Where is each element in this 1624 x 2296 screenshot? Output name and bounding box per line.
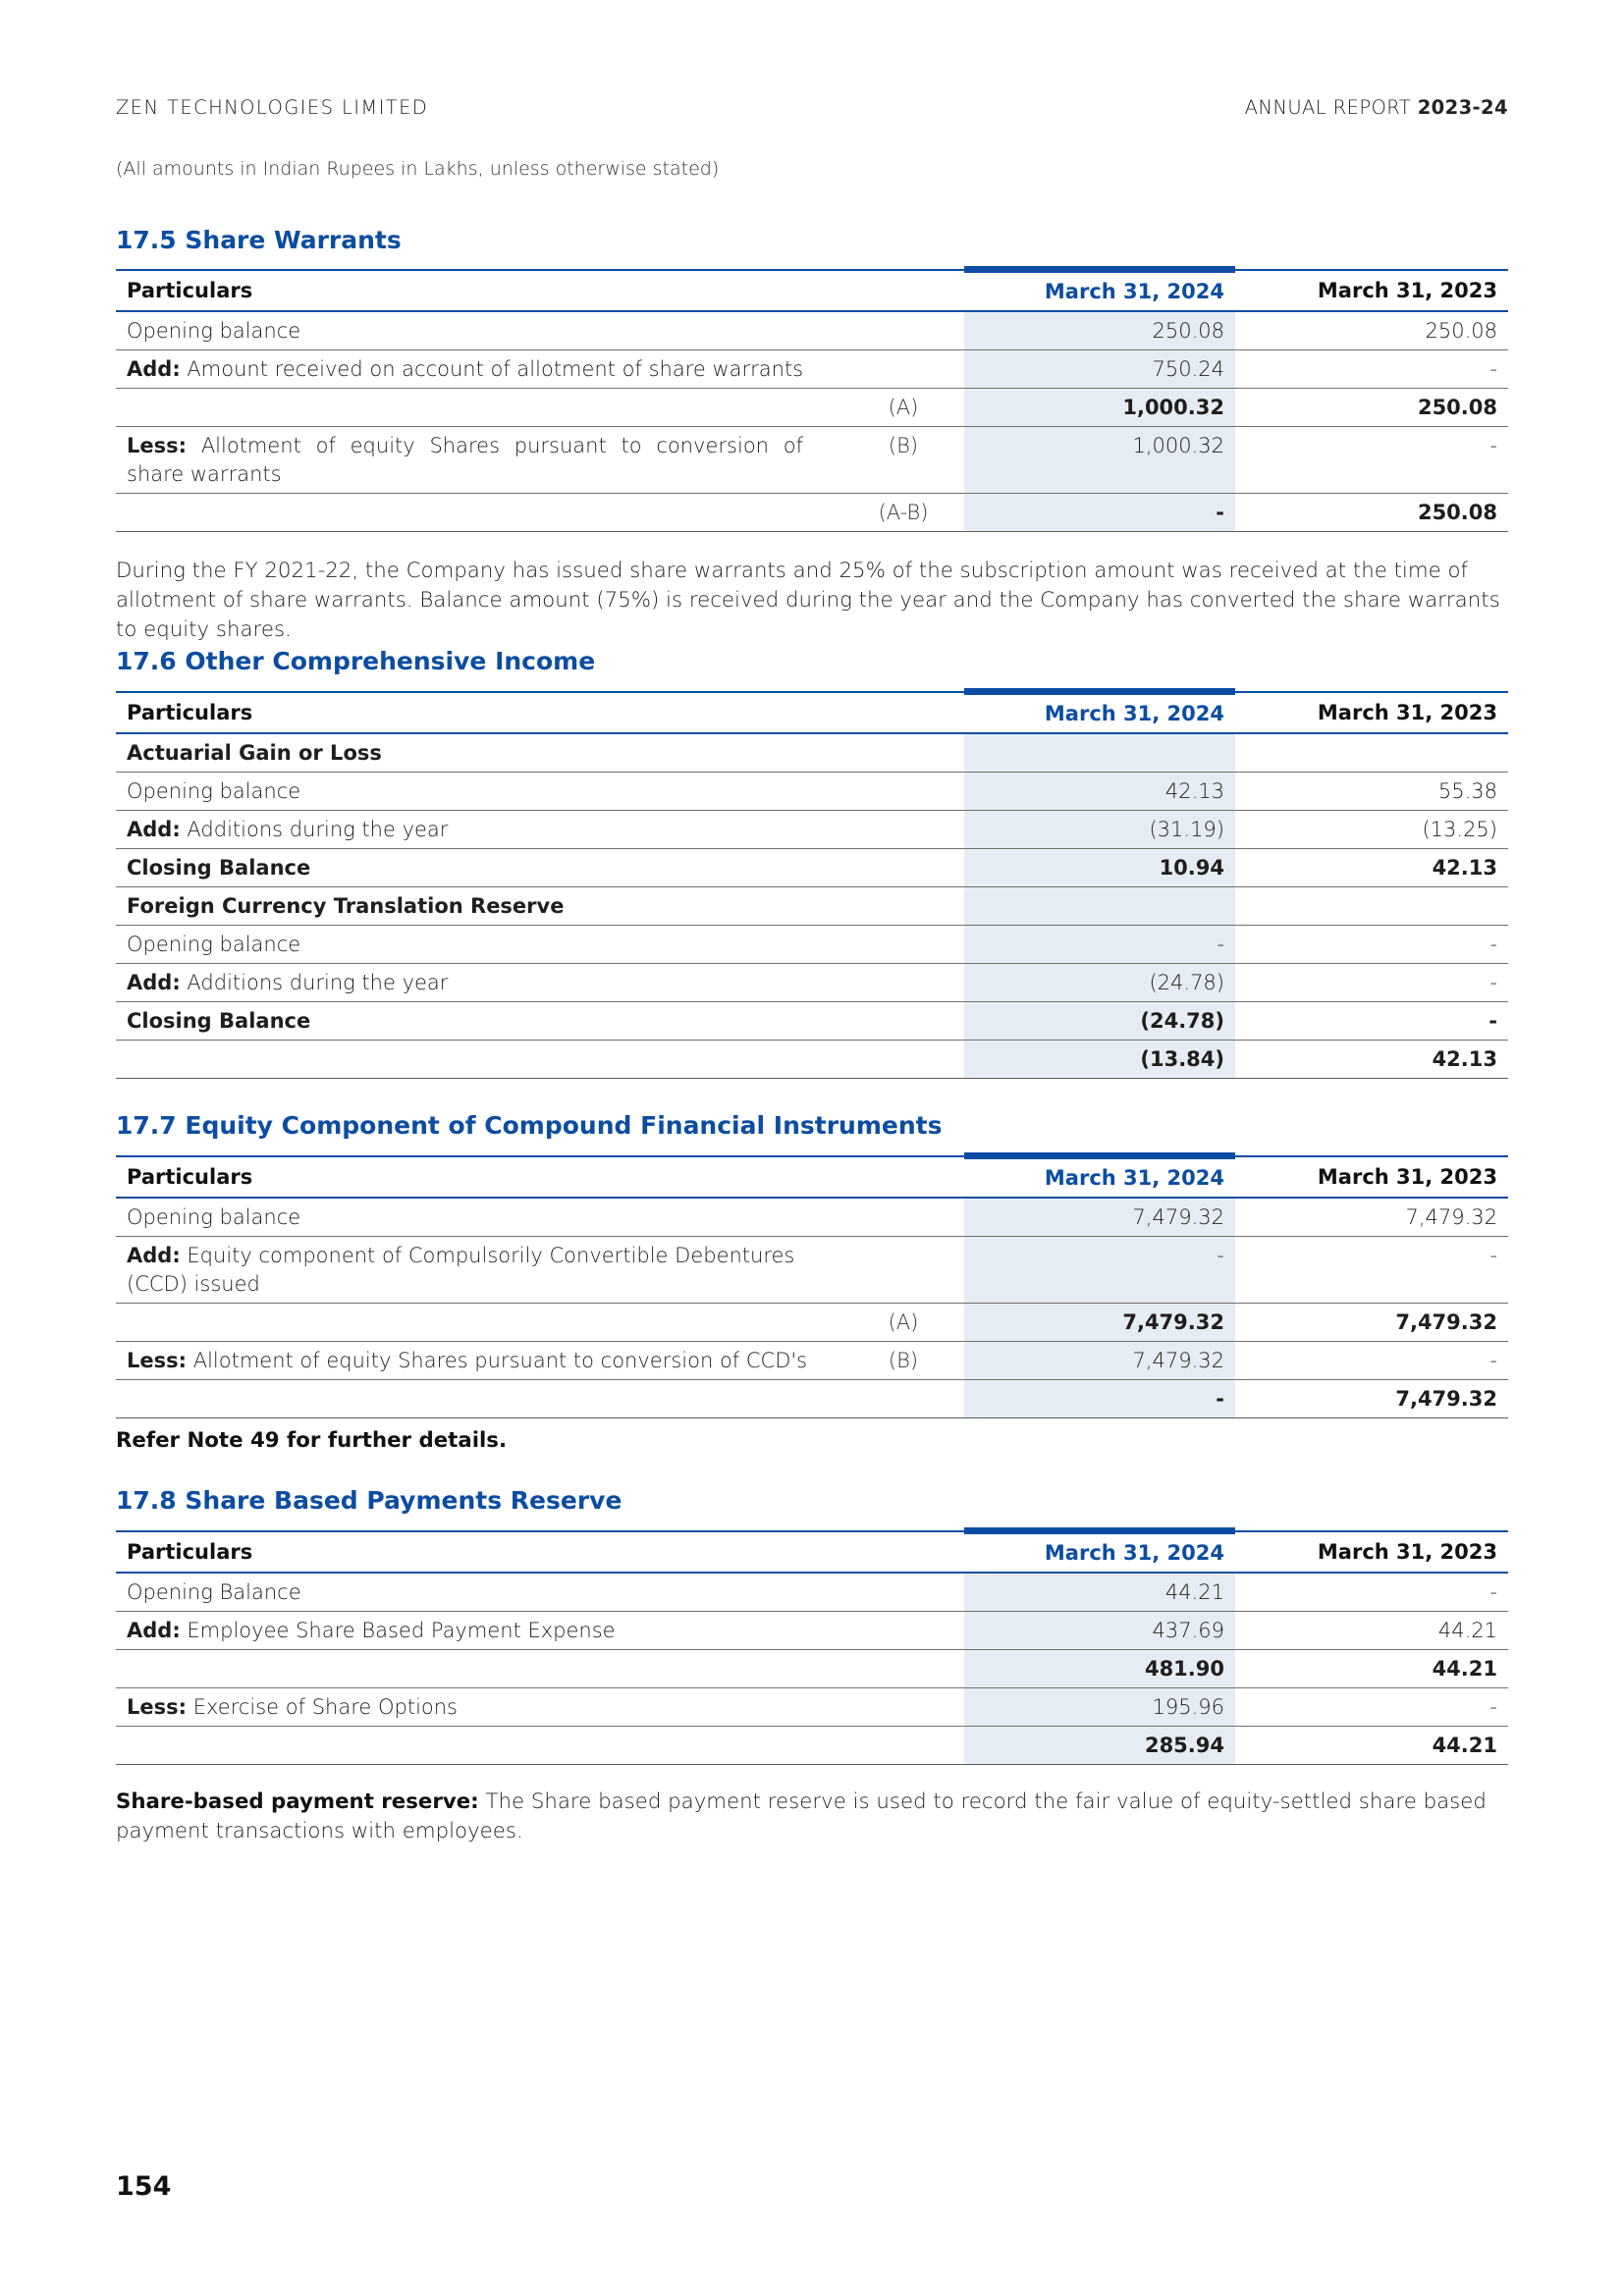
prev-value: - <box>1235 1002 1508 1041</box>
row-mark: (A-B) <box>842 494 964 532</box>
row-label: Closing Balance <box>116 849 964 887</box>
cur-value <box>964 887 1235 926</box>
total-row <box>116 1380 1508 1418</box>
table-header-row <box>116 1531 1508 1574</box>
table-row <box>116 1573 1508 1612</box>
row-label <box>116 1650 964 1688</box>
prev-value: - <box>1235 926 1508 964</box>
row-label <box>116 811 964 849</box>
cur-value: 1,000.32 <box>964 389 1235 427</box>
table-row <box>116 311 1508 350</box>
section-title-share-warrants: 17.5 Share Warrants <box>116 226 402 254</box>
table-row <box>116 427 1508 494</box>
prev-value: 7,479.32 <box>1235 1380 1508 1418</box>
cur-value <box>964 733 1235 773</box>
subtotal-row <box>116 389 1508 427</box>
prev-value: - <box>1235 350 1508 389</box>
cur-value: 285.94 <box>964 1727 1235 1765</box>
col-particulars: Particulars <box>116 1531 964 1574</box>
row-mark <box>842 1198 964 1237</box>
prev-value: (13.25) <box>1235 811 1508 849</box>
total-row <box>116 494 1508 532</box>
row-mark: (B) <box>842 427 964 494</box>
row-keyword: Add: <box>127 1244 181 1267</box>
row-keyword: Less: <box>127 434 188 457</box>
cur-value: 437.69 <box>964 1612 1235 1650</box>
col-current-year: March 31, 2024 <box>964 1156 1235 1199</box>
cur-value: 42.13 <box>964 773 1235 811</box>
table-row <box>116 1342 1508 1380</box>
paragraph-keyword: Share-based payment reserve: <box>116 1789 479 1814</box>
row-label <box>116 1304 842 1342</box>
report-title <box>1245 96 1508 119</box>
prev-value: 44.21 <box>1235 1727 1508 1765</box>
total-row <box>116 1041 1508 1079</box>
row-text: Amount received on account of allotment of share warrants <box>187 357 804 381</box>
share-warrants-paragraph: During the FY 2021-22, the Company has issued share warrants and 25% of the subscription amount was received at the time of allotment of share warrants. Balance amount (75%) is received during the year and the Company has converted the share warrants to equity shares. <box>116 559 1500 642</box>
total-row <box>116 1727 1508 1765</box>
table-row <box>116 350 1508 389</box>
row-text: Allotment of equity Shares pursuant to conversion of CCD's <box>192 1349 808 1372</box>
cur-value: (13.84) <box>964 1041 1235 1079</box>
prev-value: 42.13 <box>1235 1041 1508 1079</box>
table-header-row <box>116 692 1508 734</box>
row-label: Opening balance <box>116 773 964 811</box>
row-label: Actuarial Gain or Loss <box>116 733 964 773</box>
prev-value: 44.21 <box>1235 1612 1508 1650</box>
row-text: Equity component of Compulsorily Convertible Debentures (CCD) issued <box>127 1244 795 1296</box>
amounts-note: (All amounts in Indian Rupees in Lakhs, unless otherwise stated) <box>116 158 720 180</box>
row-mark <box>842 311 964 350</box>
prev-value: 7,479.32 <box>1235 1304 1508 1342</box>
prev-value <box>1235 733 1508 773</box>
row-mark <box>842 1237 964 1304</box>
row-label <box>116 427 842 494</box>
table-header-row <box>116 1156 1508 1199</box>
cur-value: 750.24 <box>964 350 1235 389</box>
cur-value: (24.78) <box>964 964 1235 1002</box>
row-label <box>116 1612 964 1650</box>
row-label <box>116 1727 964 1765</box>
cur-value: (24.78) <box>964 1002 1235 1041</box>
row-text: Allotment of equity Shares pursuant to conversion of share warrants <box>127 434 803 486</box>
prev-value: 250.08 <box>1235 389 1508 427</box>
subtotal-row <box>116 1304 1508 1342</box>
col-current-year: March 31, 2024 <box>964 692 1235 734</box>
prev-value: - <box>1235 427 1508 494</box>
cur-value: - <box>964 1237 1235 1304</box>
row-text: Additions during the year <box>187 818 449 841</box>
cur-value: 1,000.32 <box>964 427 1235 494</box>
group-heading-row <box>116 733 1508 773</box>
row-label <box>116 1041 964 1079</box>
col-current-year: March 31, 2024 <box>964 270 1235 312</box>
row-label <box>116 494 842 532</box>
report-year: 2023-24 <box>1417 96 1508 119</box>
row-mark <box>842 1380 964 1418</box>
col-previous-year: March 31, 2023 <box>1235 1156 1508 1199</box>
row-label: Closing Balance <box>116 1002 964 1041</box>
row-keyword: Add: <box>127 818 181 841</box>
row-label <box>116 964 964 1002</box>
row-label <box>116 1688 964 1727</box>
table-row <box>116 1688 1508 1727</box>
row-text: Employee Share Based Payment Expense <box>187 1619 616 1642</box>
prev-value: - <box>1235 964 1508 1002</box>
row-label <box>116 350 964 389</box>
cur-value: - <box>964 494 1235 532</box>
table-header-row <box>116 270 1508 312</box>
table-row <box>116 1237 1508 1304</box>
equity-component-table <box>116 1152 1508 1418</box>
prev-value: - <box>1235 1342 1508 1380</box>
cur-value: 481.90 <box>964 1650 1235 1688</box>
row-label <box>116 389 842 427</box>
row-label: Opening balance <box>116 926 964 964</box>
table-row <box>116 1198 1508 1237</box>
share-based-payments-table <box>116 1527 1508 1765</box>
cur-value: 7,479.32 <box>964 1342 1235 1380</box>
prev-value <box>1235 887 1508 926</box>
share-based-payment-paragraph <box>116 1788 1508 1846</box>
cur-value: 195.96 <box>964 1688 1235 1727</box>
row-label: Opening Balance <box>116 1573 964 1612</box>
prev-value: - <box>1235 1237 1508 1304</box>
col-particulars: Particulars <box>116 1156 964 1199</box>
col-previous-year: March 31, 2023 <box>1235 692 1508 734</box>
table-row <box>116 926 1508 964</box>
row-label <box>116 1237 842 1304</box>
table-row <box>116 811 1508 849</box>
page-header <box>116 96 1508 119</box>
row-label <box>116 1380 842 1418</box>
report-prefix: ANNUAL REPORT <box>1244 96 1412 119</box>
col-particulars: Particulars <box>116 270 964 312</box>
table-row <box>116 1612 1508 1650</box>
refer-note: Refer Note 49 for further details. <box>116 1428 508 1453</box>
row-keyword: Add: <box>127 1619 181 1642</box>
table-row <box>116 773 1508 811</box>
col-previous-year: March 31, 2023 <box>1235 1531 1508 1574</box>
prev-value: 44.21 <box>1235 1650 1508 1688</box>
row-keyword: Less: <box>127 1349 188 1372</box>
subtotal-row <box>116 1002 1508 1041</box>
row-label: Foreign Currency Translation Reserve <box>116 887 964 926</box>
row-label: Opening balance <box>116 1198 842 1237</box>
row-text: Exercise of Share Options <box>192 1695 458 1719</box>
row-label: Opening balance <box>116 311 842 350</box>
cur-value: (31.19) <box>964 811 1235 849</box>
cur-value: - <box>964 1380 1235 1418</box>
row-label <box>116 1342 842 1380</box>
cur-value: 250.08 <box>964 311 1235 350</box>
row-keyword: Add: <box>127 971 181 994</box>
group-heading-row <box>116 887 1508 926</box>
cur-value: 10.94 <box>964 849 1235 887</box>
prev-value: 7,479.32 <box>1235 1198 1508 1237</box>
prev-value: - <box>1235 1573 1508 1612</box>
row-mark: (A) <box>842 1304 964 1342</box>
subtotal-row <box>116 849 1508 887</box>
company-name: ZEN TECHNOLOGIES LIMITED <box>116 96 429 119</box>
cur-value: - <box>964 926 1235 964</box>
cur-value: 7,479.32 <box>964 1304 1235 1342</box>
section-title-equity-component: 17.7 Equity Component of Compound Financial Instruments <box>116 1111 943 1140</box>
row-mark: (A) <box>842 389 964 427</box>
cur-value: 44.21 <box>964 1573 1235 1612</box>
cur-value: 7,479.32 <box>964 1198 1235 1237</box>
row-keyword: Add: <box>127 357 181 381</box>
table-row <box>116 964 1508 1002</box>
prev-value: 250.08 <box>1235 311 1508 350</box>
col-current-year: March 31, 2024 <box>964 1531 1235 1574</box>
page-number: 154 <box>116 2171 172 2202</box>
prev-value: 55.38 <box>1235 773 1508 811</box>
prev-value: 250.08 <box>1235 494 1508 532</box>
subtotal-row <box>116 1650 1508 1688</box>
col-previous-year: March 31, 2023 <box>1235 270 1508 312</box>
prev-value: 42.13 <box>1235 849 1508 887</box>
oci-table <box>116 688 1508 1079</box>
row-text: Additions during the year <box>187 971 449 994</box>
prev-value: - <box>1235 1688 1508 1727</box>
share-warrants-table <box>116 266 1508 532</box>
paragraph-text: The Share based payment reserve is used to record the fair value of equity-settled share based payment transactions with employees. <box>116 1789 1487 1843</box>
col-particulars: Particulars <box>116 692 964 734</box>
section-title-oci: 17.6 Other Comprehensive Income <box>116 647 596 675</box>
section-title-share-based-payments: 17.8 Share Based Payments Reserve <box>116 1486 623 1515</box>
row-keyword: Less: <box>127 1695 188 1719</box>
row-mark: (B) <box>842 1342 964 1380</box>
